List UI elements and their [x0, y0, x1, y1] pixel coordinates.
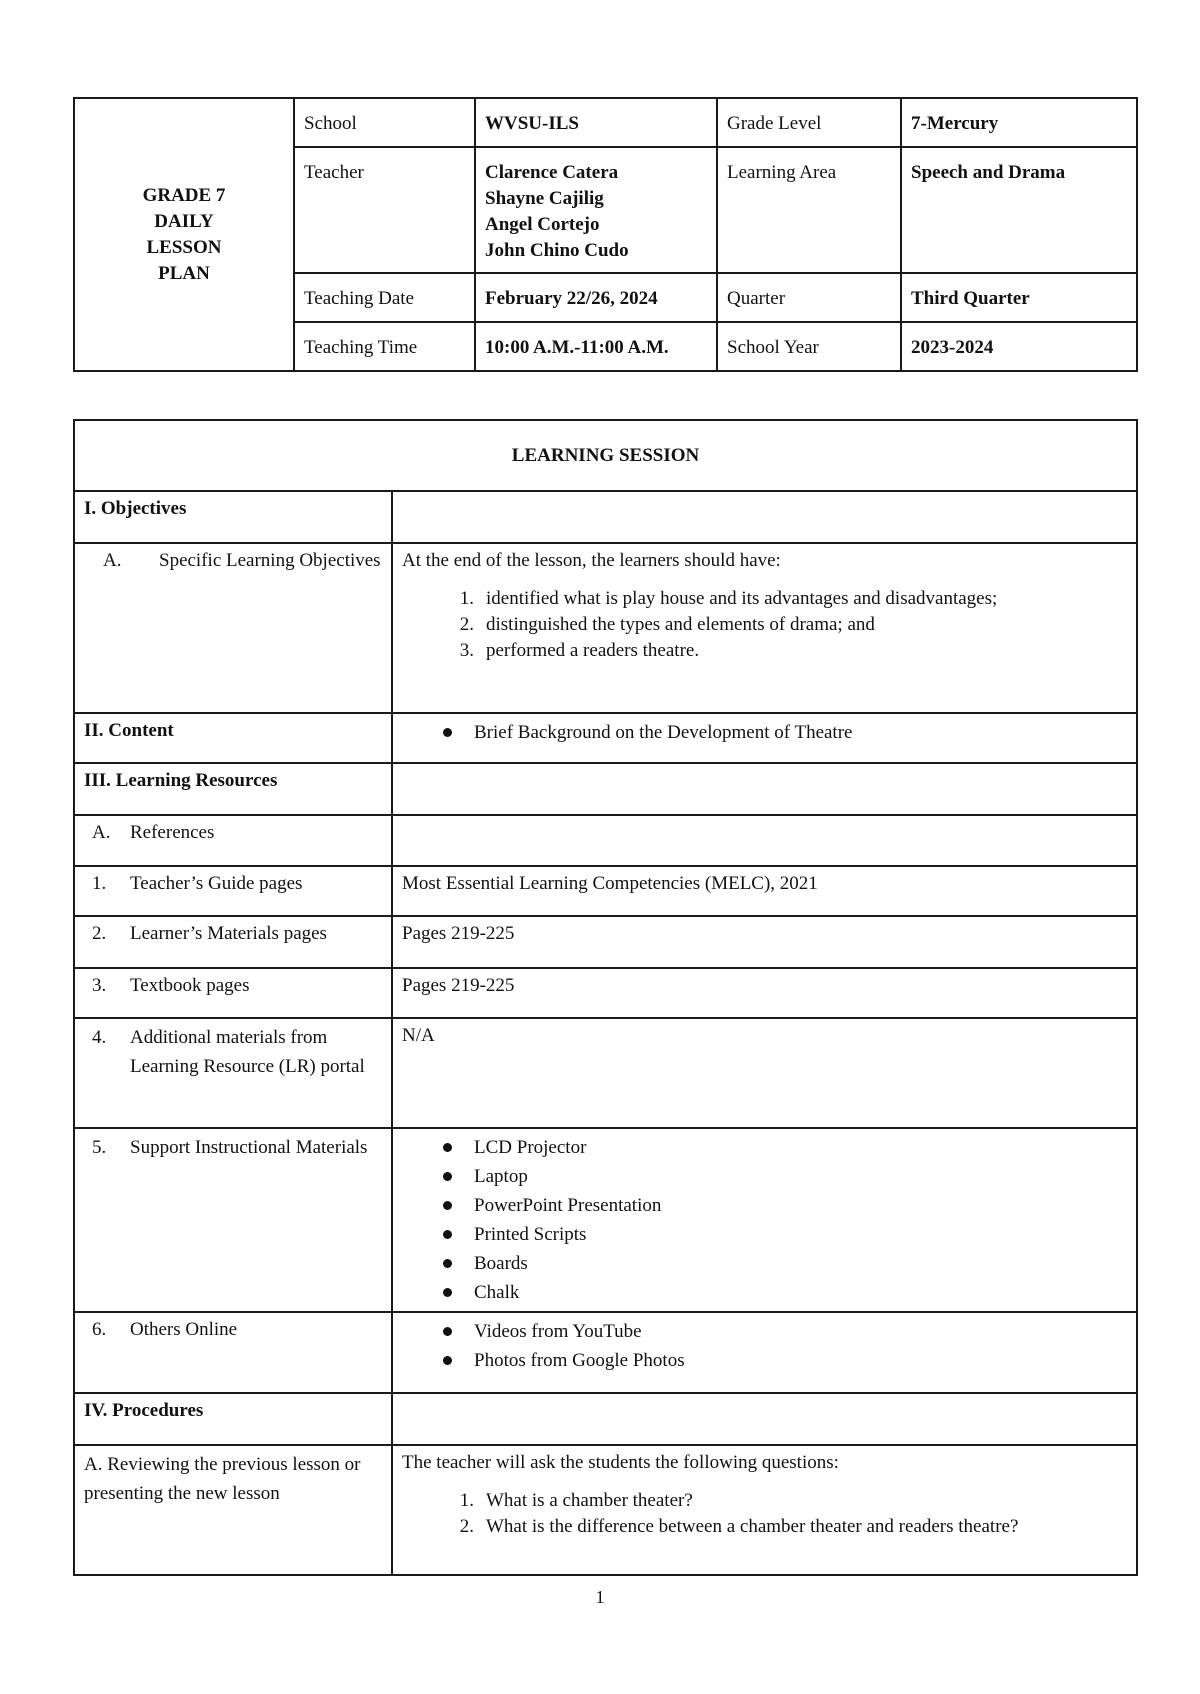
support-label-cell: [74, 1128, 392, 1312]
bullet-icon: [402, 718, 474, 747]
resource-label-cell: [74, 866, 392, 916]
grade-level-value: 7-Mercury: [901, 98, 1137, 147]
review-intro: The teacher will ask the students the following questions:: [402, 1452, 839, 1473]
teacher-name: John Chino Cudo: [485, 240, 629, 261]
specific-objectives-cell: [392, 543, 1137, 713]
school-label: School: [294, 98, 475, 147]
list-item: PowerPoint Presentation: [402, 1191, 1127, 1220]
list-item: 3. performed a readers theatre.: [459, 640, 700, 661]
list-marker: 5.: [92, 1137, 107, 1158]
resource-label-cell: [74, 968, 392, 1018]
teaching-time-value: 10:00 A.M.-11:00 A.M.: [475, 322, 717, 371]
plan-title-line: DAILY: [154, 210, 214, 232]
resource-label-cell: [74, 1018, 392, 1128]
resource-label: Learner’s Materials pages: [130, 923, 327, 944]
bullet-icon: [402, 1317, 474, 1346]
empty-cell: [392, 815, 1137, 866]
resource-value: Pages 219-225: [392, 916, 1137, 968]
list-marker: A.: [103, 550, 122, 571]
empty-cell: [392, 763, 1137, 815]
others-label-cell: [74, 1312, 392, 1393]
support-label: Support Instructional Materials: [130, 1137, 368, 1158]
lesson-plan-header-table: [73, 97, 1138, 372]
teacher-name: Shayne Cajilig: [485, 188, 604, 209]
review-label: A. Reviewing the previous lesson or presenting the new lesson: [74, 1445, 392, 1575]
quarter-value: Third Quarter: [901, 273, 1137, 322]
list-marker: 1.: [92, 873, 107, 894]
teacher-names: [475, 147, 717, 273]
resource-value: Most Essential Learning Competencies (MELC), 2021: [392, 866, 1137, 916]
objectives-intro: At the end of the lesson, the learners should have:: [402, 550, 781, 571]
resource-label: Teacher’s Guide pages: [130, 873, 303, 894]
bullet-icon: [402, 1346, 474, 1375]
specific-objectives-label-cell: [74, 543, 392, 713]
bullet-icon: [402, 1278, 474, 1307]
teaching-date-label: Teaching Date: [294, 273, 475, 322]
resources-heading: III. Learning Resources: [74, 763, 392, 815]
list-marker: A.: [92, 822, 111, 843]
procedures-heading: IV. Procedures: [74, 1393, 392, 1445]
resource-value: Pages 219-225: [392, 968, 1137, 1018]
list-marker: 6.: [92, 1319, 107, 1340]
support-materials-list: [402, 1133, 1127, 1307]
list-item: Brief Background on the Development of Theatre: [402, 718, 1127, 747]
resource-value: N/A: [392, 1018, 1137, 1128]
specific-objectives-label: Specific Learning Objectives: [159, 550, 381, 571]
bullet-icon: [402, 1220, 474, 1249]
teacher-label: Teacher: [294, 147, 475, 273]
content-heading: II. Content: [74, 713, 392, 763]
others-online-cell: [392, 1312, 1137, 1393]
list-marker: 2.: [92, 923, 107, 944]
session-title: LEARNING SESSION: [74, 420, 1137, 491]
list-item: 1. identified what is play house and its advantages and disadvantages;: [459, 588, 998, 609]
list-marker: 3.: [92, 975, 107, 996]
page-number: 1: [595, 1587, 605, 1607]
school-year-value: 2023-2024: [901, 322, 1137, 371]
bullet-icon: [402, 1249, 474, 1278]
content-cell: [392, 713, 1137, 763]
list-item: 2. distinguished the types and elements of drama; and: [459, 614, 875, 635]
learning-area-value: Speech and Drama: [901, 147, 1137, 273]
references-label: References: [130, 822, 215, 843]
list-marker: 4.: [92, 1027, 107, 1048]
empty-cell: [392, 491, 1137, 543]
empty-cell: [392, 1393, 1137, 1445]
objectives-list: [402, 586, 1127, 664]
resource-label-cell: [74, 916, 392, 968]
others-online-list: [402, 1317, 1127, 1375]
teacher-name: Clarence Catera: [485, 162, 619, 183]
list-item: 2. What is the difference between a chamber theater and readers theatre?: [459, 1516, 1019, 1537]
teaching-time-label: Teaching Time: [294, 322, 475, 371]
review-questions-list: [402, 1488, 1127, 1540]
support-materials-cell: [392, 1128, 1137, 1312]
list-item: Laptop: [402, 1162, 1127, 1191]
list-item: Printed Scripts: [402, 1220, 1127, 1249]
content-list: [402, 718, 1127, 747]
school-year-label: School Year: [717, 322, 901, 371]
learning-area-label: Learning Area: [717, 147, 901, 273]
bullet-icon: [402, 1191, 474, 1220]
list-item: LCD Projector: [402, 1133, 1127, 1162]
learning-session-table: [73, 419, 1138, 1576]
school-value: WVSU-ILS: [475, 98, 717, 147]
review-cell: [392, 1445, 1137, 1575]
teaching-date-value: February 22/26, 2024: [475, 273, 717, 322]
bullet-icon: [402, 1133, 474, 1162]
plan-title-line: PLAN: [158, 262, 210, 284]
teacher-name: Angel Cortejo: [485, 214, 600, 235]
references-label-cell: [74, 815, 392, 866]
bullet-icon: [402, 1162, 474, 1191]
objectives-heading: I. Objectives: [74, 491, 392, 543]
list-item: 1. What is a chamber theater?: [459, 1490, 693, 1511]
plan-title-line: LESSON: [146, 236, 222, 258]
resource-label: Additional materials from Learning Resource (LR) portal: [130, 1027, 365, 1077]
plan-title-line: GRADE 7: [142, 184, 226, 206]
quarter-label: Quarter: [717, 273, 901, 322]
others-label: Others Online: [130, 1319, 238, 1340]
list-item: Photos from Google Photos: [402, 1346, 1127, 1375]
resource-label: Textbook pages: [130, 975, 250, 996]
list-item: Boards: [402, 1249, 1127, 1278]
plan-title: [74, 98, 294, 371]
list-item: Chalk: [402, 1278, 1127, 1307]
grade-level-label: Grade Level: [717, 98, 901, 147]
list-item: Videos from YouTube: [402, 1317, 1127, 1346]
